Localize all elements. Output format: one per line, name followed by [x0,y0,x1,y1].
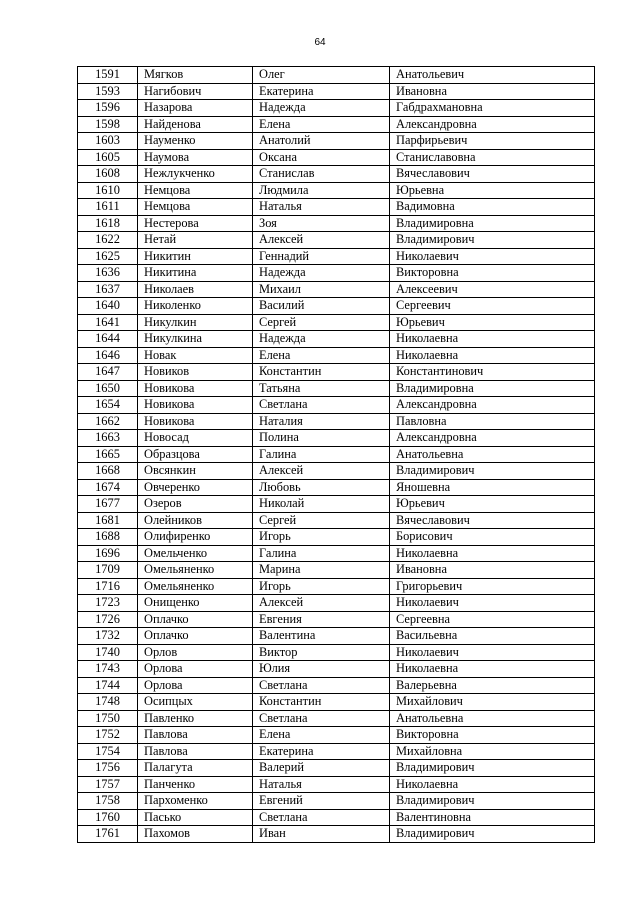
record-number-cell: 1641 [78,314,138,331]
first-name-cell: Валентина [253,628,390,645]
patronymic-cell: Вадимовна [390,199,595,216]
first-name-cell: Надежда [253,331,390,348]
surname-cell: Найденова [138,116,253,133]
surname-cell: Палагута [138,760,253,777]
patronymic-cell: Сергеевич [390,298,595,315]
first-name-cell: Евгений [253,793,390,810]
table-row [78,479,595,496]
table-row [78,298,595,315]
patronymic-cell: Николаевич [390,644,595,661]
patronymic-cell: Николаевна [390,347,595,364]
surname-cell: Нетай [138,232,253,249]
table-row [78,793,595,810]
record-number-cell: 1618 [78,215,138,232]
first-name-cell: Екатерина [253,83,390,100]
first-name-cell: Надежда [253,100,390,117]
surname-cell: Орлов [138,644,253,661]
record-number-cell: 1665 [78,446,138,463]
surname-cell: Озеров [138,496,253,513]
patronymic-cell: Юрьевич [390,314,595,331]
first-name-cell: Юлия [253,661,390,678]
record-number-cell: 1654 [78,397,138,414]
patronymic-cell: Владимирович [390,463,595,480]
first-name-cell: Полина [253,430,390,447]
record-number-cell: 1662 [78,413,138,430]
table-row [78,133,595,150]
table-row [78,430,595,447]
patronymic-cell: Николаевна [390,545,595,562]
patronymic-cell: Владимировна [390,215,595,232]
table-row [78,166,595,183]
first-name-cell: Галина [253,446,390,463]
surname-cell: Овчеренко [138,479,253,496]
table-row [78,512,595,529]
surname-cell: Овсянкин [138,463,253,480]
surname-cell: Образцова [138,446,253,463]
patronymic-cell: Парфирьевич [390,133,595,150]
patronymic-cell: Владимирович [390,793,595,810]
first-name-cell: Сергей [253,314,390,331]
record-number-cell: 1760 [78,809,138,826]
first-name-cell: Галина [253,545,390,562]
record-number-cell: 1593 [78,83,138,100]
patronymic-cell: Васильевна [390,628,595,645]
first-name-cell: Олег [253,67,390,84]
patronymic-cell: Анатольевна [390,446,595,463]
patronymic-cell: Викторовна [390,727,595,744]
surname-cell: Новак [138,347,253,364]
table-row [78,743,595,760]
patronymic-cell: Николаевич [390,248,595,265]
surname-cell: Павлова [138,743,253,760]
record-number-cell: 1647 [78,364,138,381]
surname-cell: Орлова [138,661,253,678]
patronymic-cell: Габдрахмановна [390,100,595,117]
first-name-cell: Наталья [253,776,390,793]
first-name-cell: Василий [253,298,390,315]
first-name-cell: Сергей [253,512,390,529]
first-name-cell: Зоя [253,215,390,232]
table-row [78,331,595,348]
first-name-cell: Елена [253,727,390,744]
surname-cell: Олифиренко [138,529,253,546]
record-number-cell: 1603 [78,133,138,150]
table-row [78,100,595,117]
table-row [78,826,595,843]
first-name-cell: Анатолий [253,133,390,150]
patronymic-cell: Анатольевич [390,67,595,84]
record-number-cell: 1750 [78,710,138,727]
patronymic-cell: Вячеславович [390,512,595,529]
surname-cell: Немцова [138,199,253,216]
record-number-cell: 1723 [78,595,138,612]
table-row [78,727,595,744]
record-number-cell: 1732 [78,628,138,645]
record-number-cell: 1752 [78,727,138,744]
first-name-cell: Екатерина [253,743,390,760]
patronymic-cell: Яношевна [390,479,595,496]
surname-cell: Омельченко [138,545,253,562]
record-number-cell: 1696 [78,545,138,562]
record-number-cell: 1754 [78,743,138,760]
first-name-cell: Светлана [253,809,390,826]
surname-cell: Новикова [138,413,253,430]
record-number-cell: 1758 [78,793,138,810]
patronymic-cell: Николаевич [390,595,595,612]
table-row [78,265,595,282]
patronymic-cell: Николаевна [390,331,595,348]
record-number-cell: 1677 [78,496,138,513]
table-row [78,628,595,645]
surname-cell: Новикова [138,380,253,397]
surname-cell: Никитина [138,265,253,282]
table-row [78,446,595,463]
record-number-cell: 1756 [78,760,138,777]
record-number-cell: 1646 [78,347,138,364]
page-number: 64 [314,37,326,48]
record-number-cell: 1636 [78,265,138,282]
table-row [78,182,595,199]
table-row [78,83,595,100]
record-number-cell: 1716 [78,578,138,595]
patronymic-cell: Юрьевна [390,182,595,199]
surname-cell: Орлова [138,677,253,694]
patronymic-cell: Александровна [390,116,595,133]
surname-cell: Омельяненко [138,578,253,595]
patronymic-cell: Сергеевна [390,611,595,628]
table-row [78,67,595,84]
surname-cell: Пахомов [138,826,253,843]
first-name-cell: Светлана [253,397,390,414]
patronymic-cell: Ивановна [390,83,595,100]
record-number-cell: 1640 [78,298,138,315]
record-number-cell: 1605 [78,149,138,166]
surname-cell: Нагибович [138,83,253,100]
record-number-cell: 1611 [78,199,138,216]
surname-cell: Осипцых [138,694,253,711]
patronymic-cell: Валерьевна [390,677,595,694]
record-number-cell: 1637 [78,281,138,298]
record-number-cell: 1674 [78,479,138,496]
patronymic-cell: Николаевна [390,776,595,793]
patronymic-cell: Николаевна [390,661,595,678]
first-name-cell: Алексей [253,463,390,480]
record-number-cell: 1748 [78,694,138,711]
surname-cell: Николаев [138,281,253,298]
patronymic-cell: Юрьевич [390,496,595,513]
table-row [78,215,595,232]
first-name-cell: Елена [253,347,390,364]
table-body [78,67,595,843]
patronymic-cell: Вячеславович [390,166,595,183]
patronymic-cell: Владимирович [390,826,595,843]
surname-cell: Немцова [138,182,253,199]
table-row [78,661,595,678]
patronymic-cell: Константинович [390,364,595,381]
first-name-cell: Валерий [253,760,390,777]
table-row [78,644,595,661]
patronymic-cell: Григорьевич [390,578,595,595]
surname-cell: Новикова [138,397,253,414]
name-list-table [77,66,595,843]
first-name-cell: Николай [253,496,390,513]
table-row [78,694,595,711]
record-number-cell: 1622 [78,232,138,249]
table-row [78,314,595,331]
patronymic-cell: Александровна [390,430,595,447]
surname-cell: Пасько [138,809,253,826]
first-name-cell: Надежда [253,265,390,282]
first-name-cell: Светлана [253,677,390,694]
record-number-cell: 1757 [78,776,138,793]
first-name-cell: Иван [253,826,390,843]
table-row [78,529,595,546]
table-row [78,578,595,595]
record-number-cell: 1726 [78,611,138,628]
table-row [78,281,595,298]
surname-cell: Павлова [138,727,253,744]
table-row [78,397,595,414]
table-row [78,677,595,694]
surname-cell: Никулкина [138,331,253,348]
patronymic-cell: Павловна [390,413,595,430]
table-row [78,364,595,381]
first-name-cell: Игорь [253,529,390,546]
patronymic-cell: Ивановна [390,562,595,579]
table-row [78,611,595,628]
surname-cell: Оплачко [138,628,253,645]
record-number-cell: 1743 [78,661,138,678]
patronymic-cell: Анатольевна [390,710,595,727]
first-name-cell: Наталия [253,413,390,430]
patronymic-cell: Владимирович [390,760,595,777]
first-name-cell: Константин [253,364,390,381]
record-number-cell: 1668 [78,463,138,480]
surname-cell: Новиков [138,364,253,381]
table-row [78,595,595,612]
surname-cell: Никитин [138,248,253,265]
first-name-cell: Алексей [253,595,390,612]
record-number-cell: 1663 [78,430,138,447]
record-number-cell: 1740 [78,644,138,661]
first-name-cell: Татьяна [253,380,390,397]
table-row [78,199,595,216]
surname-cell: Наумова [138,149,253,166]
surname-cell: Новосад [138,430,253,447]
first-name-cell: Михаил [253,281,390,298]
first-name-cell: Игорь [253,578,390,595]
record-number-cell: 1644 [78,331,138,348]
patronymic-cell: Владимирович [390,232,595,249]
record-number-cell: 1625 [78,248,138,265]
record-number-cell: 1744 [78,677,138,694]
record-number-cell: 1596 [78,100,138,117]
record-number-cell: 1709 [78,562,138,579]
first-name-cell: Наталья [253,199,390,216]
table-row [78,562,595,579]
surname-cell: Оплачко [138,611,253,628]
record-number-cell: 1650 [78,380,138,397]
patronymic-cell: Станиславовна [390,149,595,166]
record-number-cell: 1688 [78,529,138,546]
patronymic-cell: Викторовна [390,265,595,282]
first-name-cell: Оксана [253,149,390,166]
first-name-cell: Алексей [253,232,390,249]
surname-cell: Панченко [138,776,253,793]
surname-cell: Нежлукченко [138,166,253,183]
patronymic-cell: Михайлович [390,694,595,711]
first-name-cell: Станислав [253,166,390,183]
first-name-cell: Виктор [253,644,390,661]
surname-cell: Павленко [138,710,253,727]
record-number-cell: 1608 [78,166,138,183]
patronymic-cell: Владимировна [390,380,595,397]
surname-cell: Онищенко [138,595,253,612]
patronymic-cell: Валентиновна [390,809,595,826]
first-name-cell: Марина [253,562,390,579]
surname-cell: Никулкин [138,314,253,331]
record-number-cell: 1681 [78,512,138,529]
first-name-cell: Светлана [253,710,390,727]
patronymic-cell: Александровна [390,397,595,414]
first-name-cell: Любовь [253,479,390,496]
first-name-cell: Елена [253,116,390,133]
table-row [78,760,595,777]
record-number-cell: 1598 [78,116,138,133]
table-row [78,232,595,249]
surname-cell: Олейников [138,512,253,529]
table-row [78,710,595,727]
patronymic-cell: Алексеевич [390,281,595,298]
surname-cell: Николенко [138,298,253,315]
patronymic-cell: Михайловна [390,743,595,760]
first-name-cell: Геннадий [253,248,390,265]
patronymic-cell: Борисович [390,529,595,546]
table-row [78,545,595,562]
table-row [78,496,595,513]
record-number-cell: 1610 [78,182,138,199]
surname-cell: Омельяненко [138,562,253,579]
table-row [78,149,595,166]
table-row [78,463,595,480]
first-name-cell: Константин [253,694,390,711]
record-number-cell: 1591 [78,67,138,84]
first-name-cell: Евгения [253,611,390,628]
surname-cell: Науменко [138,133,253,150]
surname-cell: Нестерова [138,215,253,232]
table-row [78,413,595,430]
table-row [78,380,595,397]
surname-cell: Пархоменко [138,793,253,810]
first-name-cell: Людмила [253,182,390,199]
surname-cell: Мягков [138,67,253,84]
table-row [78,776,595,793]
table-row [78,116,595,133]
table-row [78,809,595,826]
table-row [78,347,595,364]
record-number-cell: 1761 [78,826,138,843]
surname-cell: Назарова [138,100,253,117]
table-row [78,248,595,265]
